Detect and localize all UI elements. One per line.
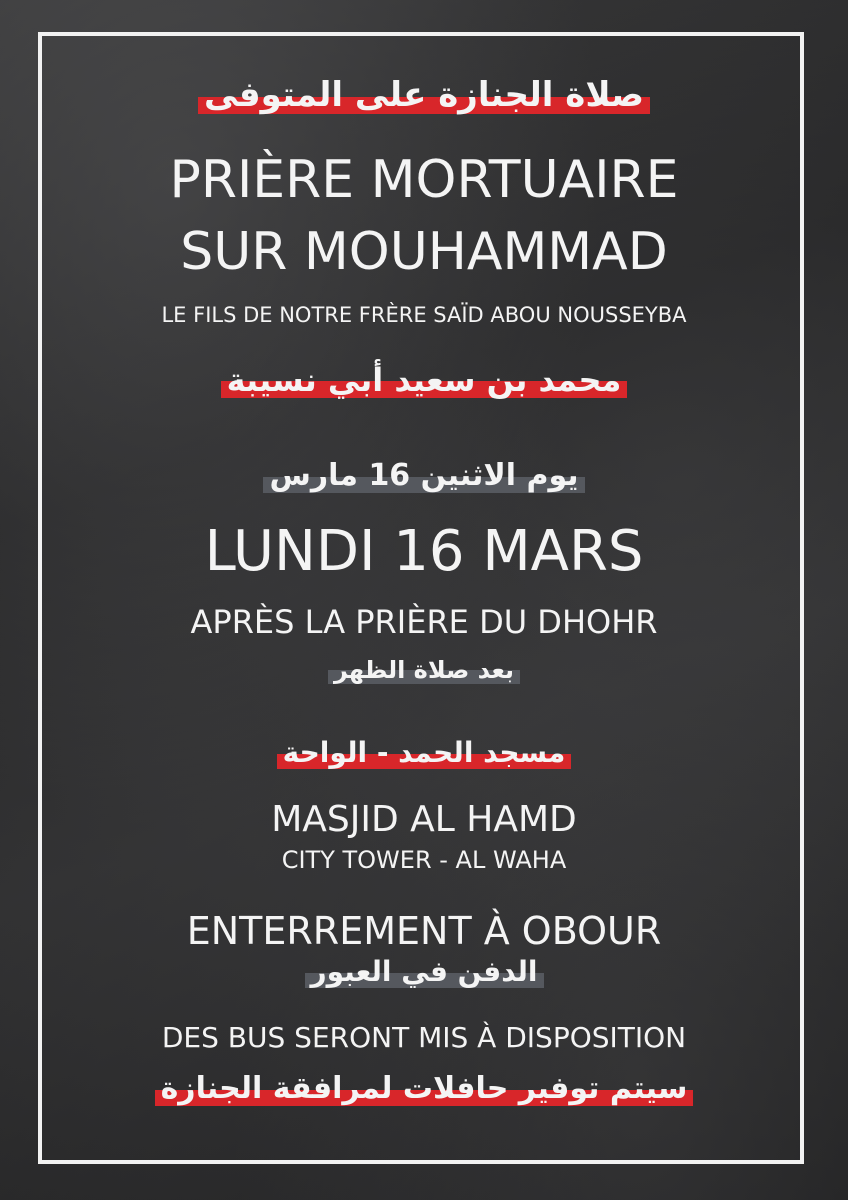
place: MASJID AL HAMD [271,799,577,840]
date: LUNDI 16 MARS [204,519,644,584]
arabic-date: يوم الاثنين 16 مارس [263,455,584,497]
arabic-name-row [0,358,848,402]
subtitle: LE FILS DE NOTRE FRÈRE SAÏD ABOU NOUSSEYBA [161,303,687,327]
arabic-name: محمد بن سعيد أبي نسيبة [221,358,628,402]
place-detail: CITY TOWER - AL WAHA [281,846,567,874]
arabic-title: صلاة الجنازة على المتوفى [198,72,650,118]
arabic-place: مسجد الحمد - الواحة [277,733,572,773]
arabic-date-row [0,455,848,497]
arabic-title-row [0,72,848,118]
title-line-2: SUR MOUHAMMAD [180,222,668,282]
title-line-1: PRIÈRE MORTUAIRE [169,150,679,210]
prayer-time: APRÈS LA PRIÈRE DU DHOHR [190,603,658,641]
arabic-time-row [0,652,848,688]
arabic-bus-info: سيتم توفير حافلات لمرافقة الجنازة [155,1068,694,1110]
arabic-burial-row [0,952,848,992]
arabic-time: بعد صلاة الظهر [328,652,520,688]
arabic-burial: الدفن في العبور [305,952,544,992]
bus-info: DES BUS SERONT MIS À DISPOSITION [161,1021,687,1054]
arabic-bus-row [0,1068,848,1110]
burial: ENTERREMENT À OBOUR [186,909,662,953]
arabic-place-row [0,733,848,773]
